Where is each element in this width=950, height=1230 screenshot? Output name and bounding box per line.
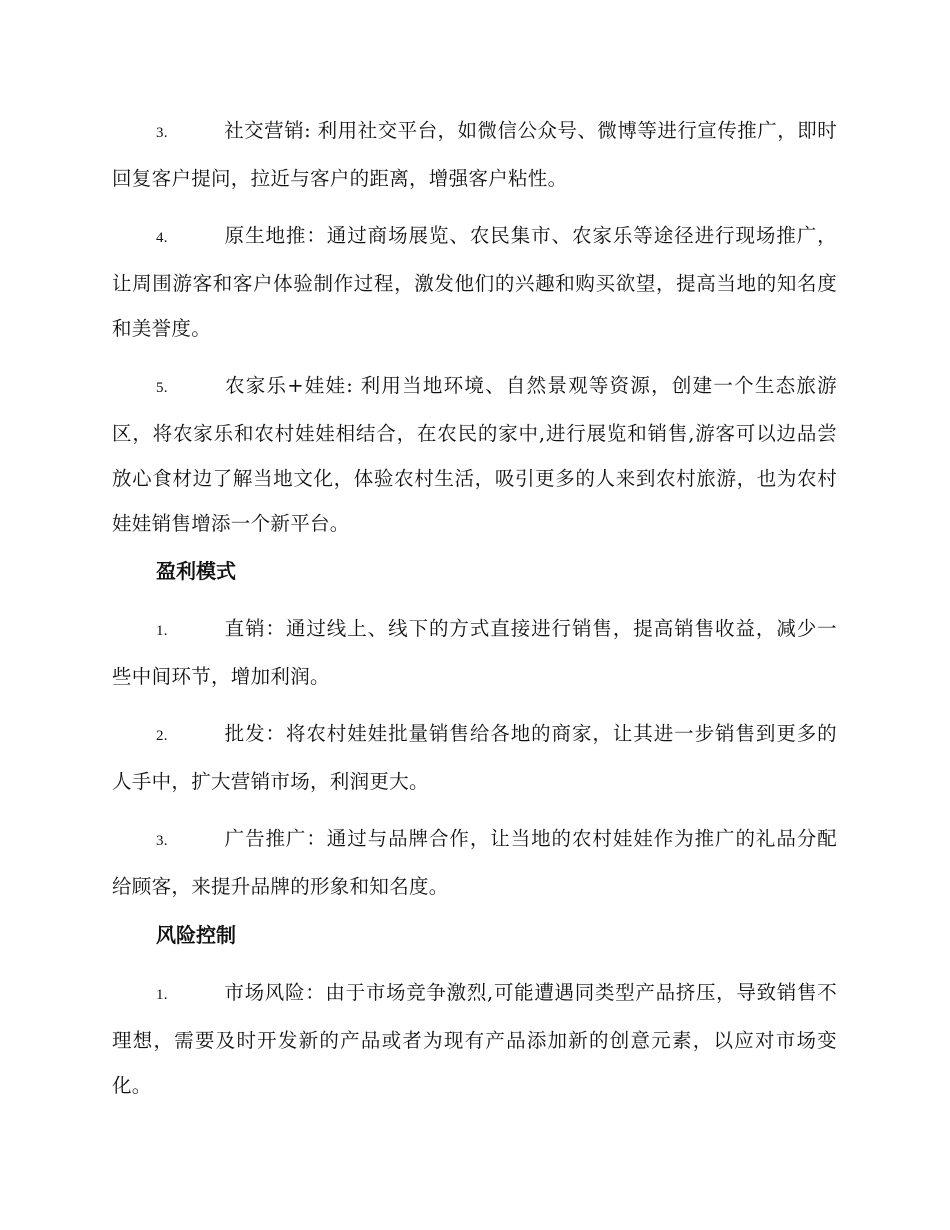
item-text: 社交营销: 利用社交平台，如微信公众号、微博等进行宣传推广，即时回复客户提问，拉近与客户的距离，增强客户粘性。	[112, 119, 837, 190]
item-text: 市场风险：由于市场竞争激烈,可能遭遇同类型产品挤压，导致销售不理想，需要及时开发新的产品或者为现有产品添加新的创意元素，以应对市场变化。	[112, 981, 837, 1097]
item-text: 原生地推：通过商场展览、农民集市、农家乐等途径进行现场推广，让周围游客和客户体验制作过程，激发他们的兴趣和购买欲望，提高当地的知名度和美誉度。	[112, 224, 837, 340]
item-number: 5.	[156, 380, 168, 396]
item-number: 4.	[156, 230, 168, 246]
list-item	[112, 970, 837, 1108]
item-text: 直销：通过线上、线下的方式直接进行销售，提高销售收益，减少一些中间环节，增加利润。	[112, 617, 837, 688]
item-number: 3.	[156, 125, 168, 141]
item-text: 农家乐+娃娃: 利用当地环境、自然景观等资源，创建一个生态旅游区，将农家乐和农村娃娃相结合，在农民的家中,进行展览和销售,游客可以边品尝放心食材边了解当地文化，体验农村生活，吸引更多的人来到农村旅游，也为农村娃娃销售增添一个新平台。	[112, 374, 837, 535]
item-number: 2.	[156, 728, 168, 744]
marketing-list	[112, 108, 837, 546]
list-item	[112, 606, 837, 699]
item-number: 1.	[156, 987, 168, 1003]
risk-list	[112, 970, 837, 1108]
item-number: 1.	[156, 623, 168, 639]
list-item	[112, 213, 837, 351]
section-heading-profit: 盈利模式	[156, 559, 236, 583]
section-heading-risk: 风险控制	[156, 923, 236, 947]
list-item	[112, 816, 837, 909]
list-item	[112, 711, 837, 804]
item-number: 3.	[156, 833, 168, 849]
list-item	[112, 363, 837, 546]
profit-list	[112, 606, 837, 909]
list-item	[112, 108, 837, 201]
item-text: 批发：将农村娃娃批量销售给各地的商家，让其进一步销售到更多的人手中，扩大营销市场，利润更大。	[112, 722, 837, 793]
item-text: 广告推广：通过与品牌合作，让当地的农村娃娃作为推广的礼品分配给顾客，来提升品牌的形象和知名度。	[112, 827, 837, 898]
